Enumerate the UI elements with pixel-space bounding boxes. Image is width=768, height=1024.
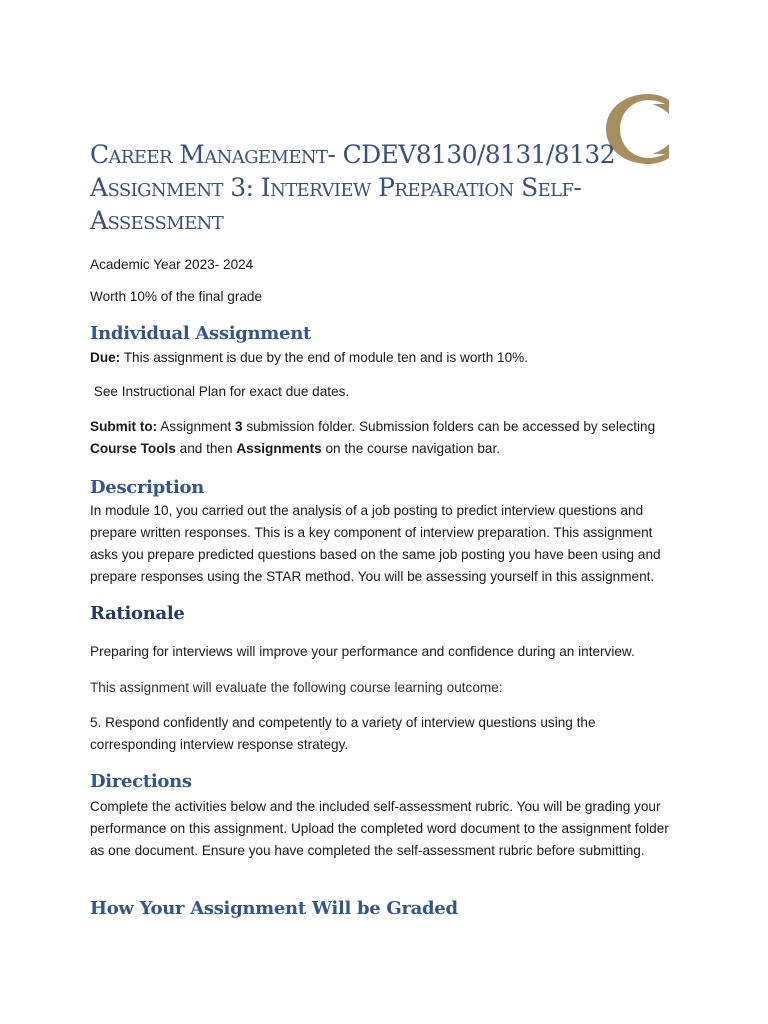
- submit-text: submission folder. Submission folders can be accessed by selecting: [242, 419, 656, 434]
- see-plan-paragraph: See Instructional Plan for exact due dates.: [90, 384, 350, 399]
- title-line-2: Assignment 3: Interview Preparation Self-: [90, 173, 582, 202]
- rationale-paragraph-2: This assignment will evaluate the following course learning outcome:: [90, 680, 503, 695]
- directions-paragraph: Complete the activities below and the included self-assessment rubric. You will be grading your performance on this assignment. Upload the completed word document to the assignment folder as one document. Ensure you have completed the self-assessment rubric before submitting.: [90, 799, 669, 858]
- submit-text: and then: [175, 441, 237, 456]
- submit-text: on the course navigation bar.: [321, 441, 501, 456]
- heading-description: Description: [90, 477, 205, 498]
- rationale-paragraph-1: Preparing for interviews will improve your performance and confidence during an interview.: [90, 644, 635, 659]
- submit-text: Assignment: [157, 419, 236, 434]
- due-label: Due:: [90, 350, 121, 365]
- heading-how-graded: How Your Assignment Will be Graded: [90, 898, 458, 919]
- title-line-3: Assessment: [90, 206, 224, 235]
- submit-paragraph: [90, 416, 680, 460]
- learning-outcome: 5. Respond confidently and competently to a variety of interview questions using the corresponding interview response strategy.: [90, 715, 596, 752]
- page-title: [90, 138, 650, 237]
- heading-directions: Directions: [90, 771, 192, 792]
- academic-year: Academic Year 2023- 2024: [90, 257, 254, 272]
- heading-individual-assignment: Individual Assignment: [90, 323, 312, 344]
- assignments-label: Assignments: [236, 441, 322, 456]
- heading-rationale: Rationale: [90, 603, 185, 624]
- title-line-1: Career Management- CDEV8130/8131/8132: [90, 140, 616, 169]
- course-tools-label: Course Tools: [90, 441, 176, 456]
- due-paragraph: [90, 347, 680, 369]
- description-paragraph: In module 10, you carried out the analysis of a job posting to predict interview questions and prepare written responses. This is a key component of interview preparation. This assignment asks you prepare predicted questions based on the same job posting you have been using and prepare responses using the STAR method. You will be assessing yourself in this assignment.: [90, 503, 661, 584]
- grade-weight: Worth 10% of the final grade: [90, 289, 263, 304]
- submit-label: Submit to:: [90, 419, 158, 434]
- due-text: This assignment is due by the end of module ten and is worth 10%.: [120, 350, 529, 365]
- assignment-number: 3: [235, 419, 243, 434]
